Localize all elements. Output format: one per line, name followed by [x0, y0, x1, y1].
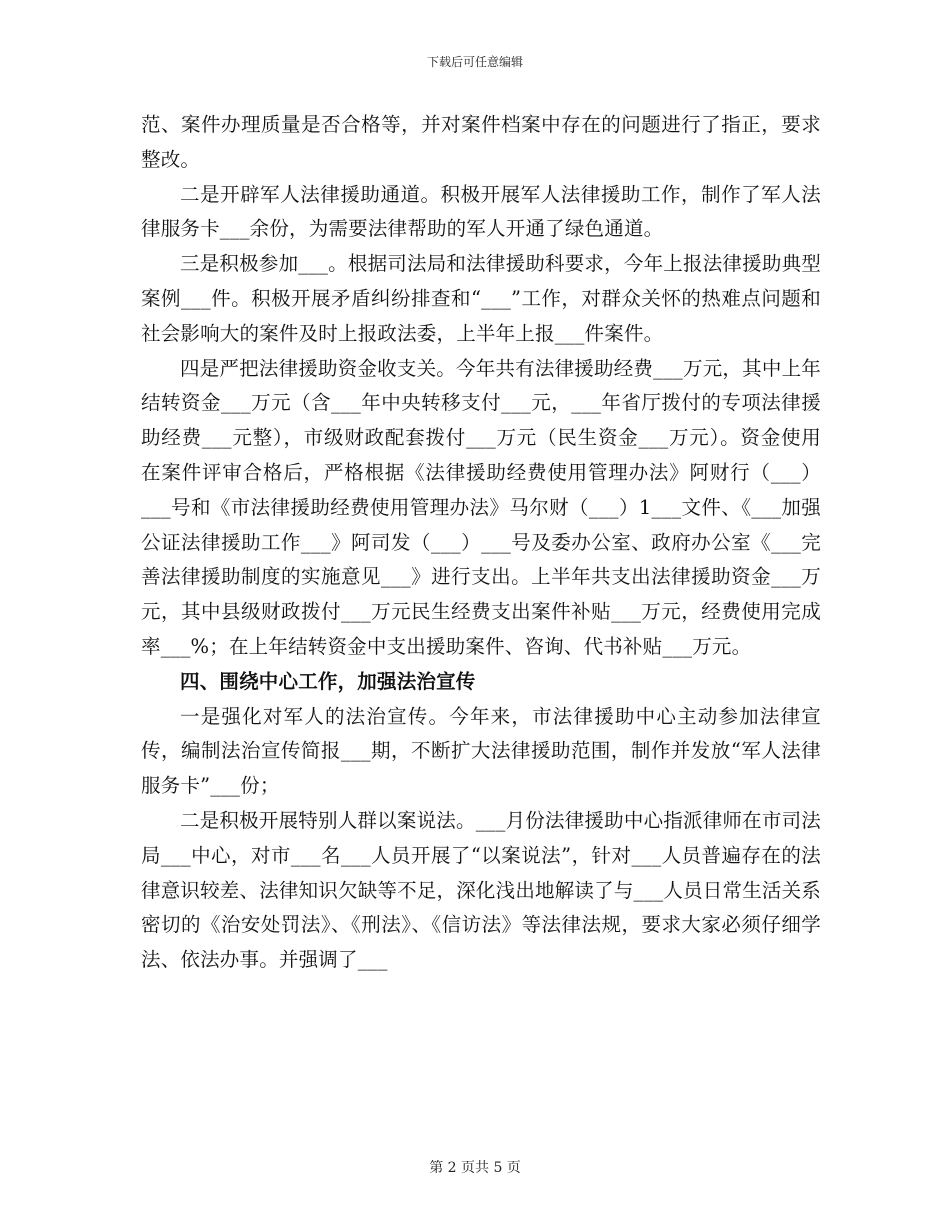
paragraph-case-explanation: 二是积极开展特别人群以案说法。___月份法律援助中心指派律师在市司法局___中心，对市___名___人员开展了“以案说法”，针对___人员普遍存在的法律意识较差、法律知识欠缺等不足，深化浅出地解读了与___人员日常生活关系密切的《治安处罚法》、《刑法》、《信访法》等法律法规，要求大家必须仔细学法、依法办事。并强调了___	[141, 808, 821, 972]
page-footer: 第 2 页共 5 页	[429, 1160, 521, 1176]
paragraph-funds-management: 四是严把法律援助资金收支关。今年共有法律援助经费___万元，其中上年结转资金___万元（含___年中央转移支付___元，___年省厅拨付的专项法律援助经费___元整），市级财政配套拨付___万元（民生资金___万元）。资金使用在案件评审合格后，严格根据《法律援助经费使用管理办法》阿财行（___）___号和《市法律援助经费使用管理办法》马尔财（___）1___文件、《___加强公证法律援助工作___》阿司发（___）___号及委办公室、政府办公室《___完善法律援助制度的实施意见___》进行支出。上半年共支出法律援助资金___万元，其中县级财政拨付___万元民生经费支出案件补贴___万元，经费使用完成率___%；在上年结转资金中支出援助案件、咨询、代书补贴___万元。	[141, 356, 821, 658]
section-heading: 四、围绕中心工作，加强法治宣传	[180, 669, 476, 693]
paragraph-active-participation: 三是积极参加___。根据司法局和法律援助科要求，今年上报法律援助典型案例___件。积极开展矛盾纠纷排查和“___”工作，对群众关怀的热难点问题和社会影响大的案件及时上报政法委，上半年上报___件案件。	[141, 252, 821, 345]
page-header: 下载后可任意编辑	[426, 55, 523, 69]
paragraph-continuation: 范、案件办理质量是否合格等，并对案件档案中存在的问题进行了指正，要求整改。	[141, 113, 821, 171]
paragraph-military-legal-aid: 二是开辟军人法律援助通道。积极开展军人法律援助工作，制作了军人法律服务卡___余份，为需要法律帮助的军人开通了绿色通道。	[141, 182, 821, 241]
paragraph-military-publicity: 一是强化对军人的法治宣传。今年来，市法律援助中心主动参加法律宣传，编制法治宣传简报___期，不断扩大法律援助范围，制作并发放“军人法律服务卡”___份；	[141, 704, 821, 798]
document-body	[141, 108, 821, 978]
